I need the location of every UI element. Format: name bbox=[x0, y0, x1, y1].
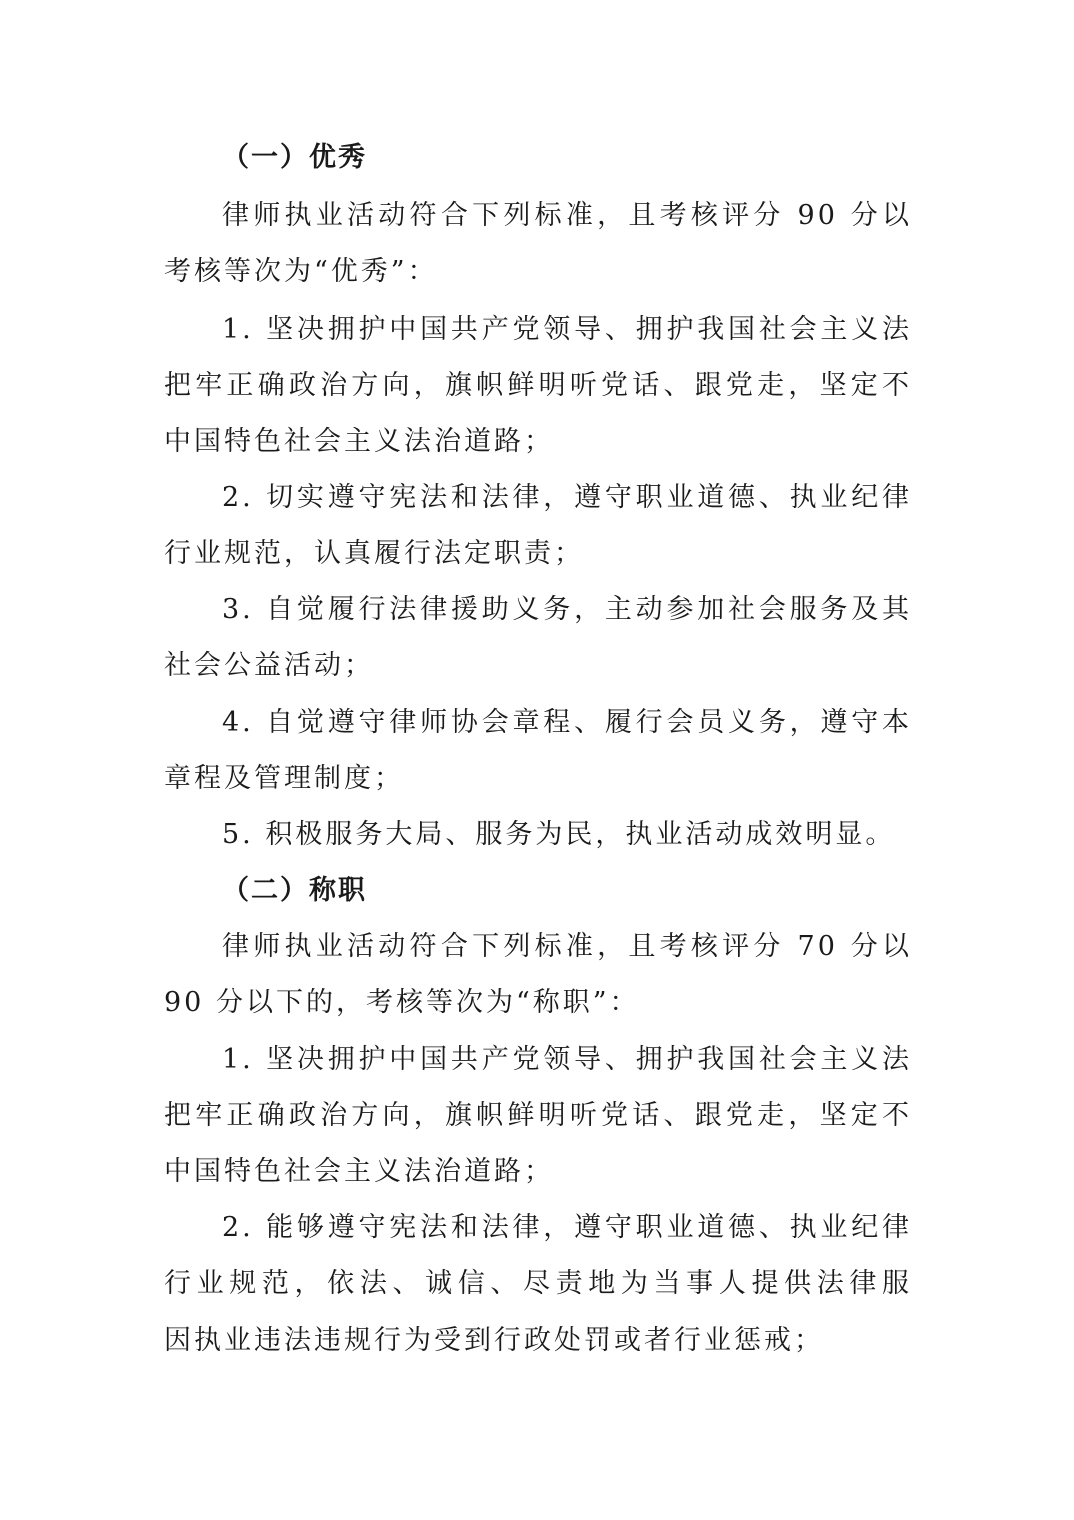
list-item-line: 社会公益活动； bbox=[164, 650, 374, 681]
section-intro-line: 90 分以下的，考核等次为“称职”： bbox=[164, 987, 640, 1018]
list-item-line: 中国特色社会主义法治道路； bbox=[164, 426, 554, 457]
list-item-line: 章程及管理制度； bbox=[164, 763, 404, 794]
section-heading-excellent: （一）优秀 bbox=[222, 142, 367, 173]
list-item-line: 中国特色社会主义法治道路； bbox=[164, 1156, 554, 1187]
list-item-line: 因执业违法违规行为受到行政处罚或者行业惩戒； bbox=[164, 1325, 824, 1356]
section-intro-line: 律师执业活动符合下列标准，且考核评分 90 分以 bbox=[222, 200, 912, 231]
list-item-line: 把牢正确政治方向，旗帜鲜明听党话、跟党走，坚定不 bbox=[164, 1100, 912, 1131]
list-item-line: 4. 自觉遵守律师协会章程、履行会员义务，遵守本 bbox=[222, 707, 912, 738]
list-item-line: 3. 自觉履行法律援助义务，主动参加社会服务及其 bbox=[222, 594, 912, 625]
list-item-line: 行业规范，依法、诚信、尽责地为当事人提供法律服 bbox=[164, 1268, 912, 1299]
list-item-line: 把牢正确政治方向，旗帜鲜明听党话、跟党走，坚定不 bbox=[164, 370, 912, 401]
list-item-line: 2. 切实遵守宪法和法律，遵守职业道德、执业纪律 bbox=[222, 482, 912, 513]
list-item-line: 1. 坚决拥护中国共产党领导、拥护我国社会主义法 bbox=[222, 1044, 912, 1075]
list-item-line: 5. 积极服务大局、服务为民，执业活动成效明显。 bbox=[222, 819, 896, 850]
section-heading-competent: （二）称职 bbox=[222, 875, 367, 906]
section-intro-line: 律师执业活动符合下列标准，且考核评分 70 分以 bbox=[222, 931, 912, 962]
list-item-line: 行业规范，认真履行法定职责； bbox=[164, 538, 584, 569]
section-intro-line: 考核等次为“优秀”： bbox=[164, 256, 438, 287]
list-item-line: 2. 能够遵守宪法和法律，遵守职业道德、执业纪律 bbox=[222, 1212, 912, 1243]
list-item-line: 1. 坚决拥护中国共产党领导、拥护我国社会主义法 bbox=[222, 314, 912, 345]
